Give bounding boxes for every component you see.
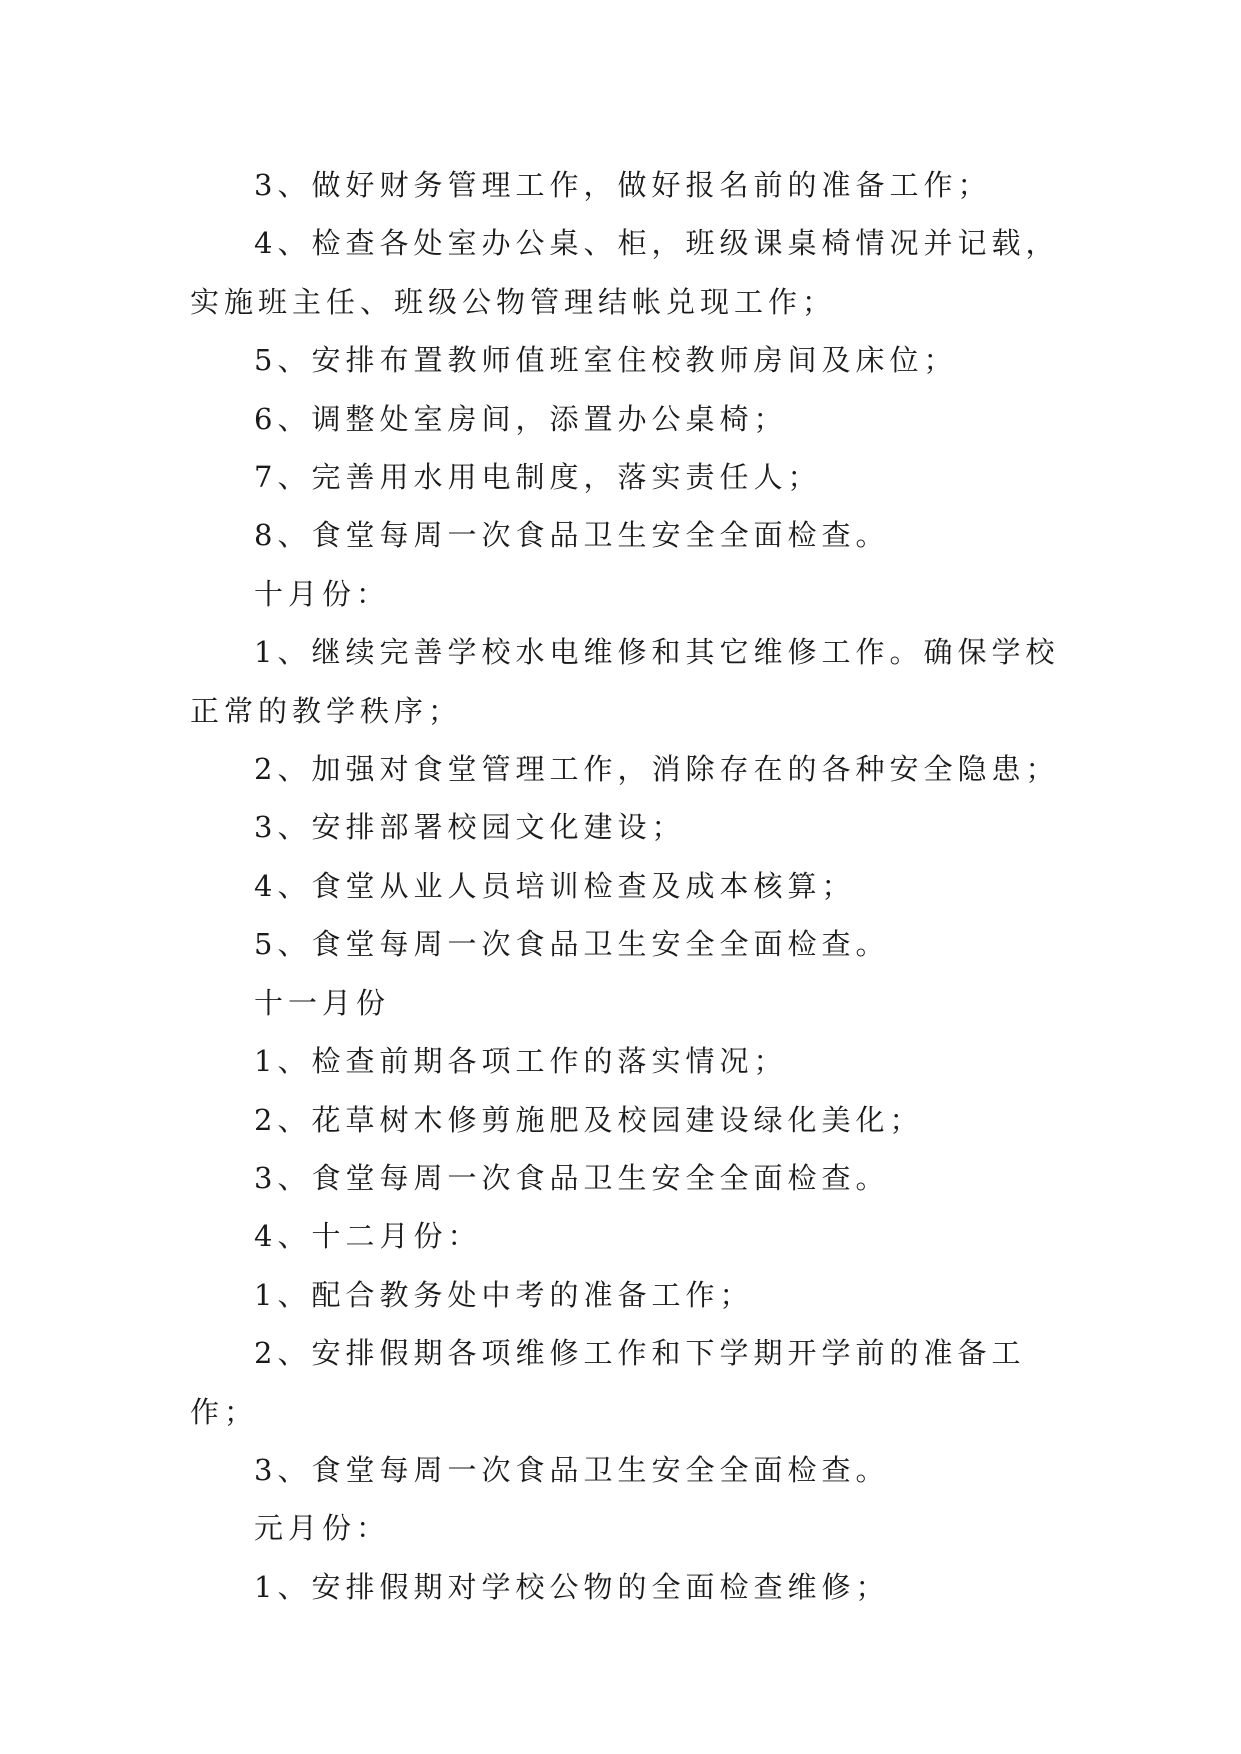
- paragraph: 3、食堂每周一次食品卫生安全全面检查。: [254, 1452, 890, 1487]
- paragraph: 4、食堂从业人员培训检查及成本核算；: [254, 868, 856, 903]
- section-heading-november: 十一月份: [254, 985, 391, 1020]
- paragraph: 4、检查各处室办公桌、柜，班级课桌椅情况并记载，实施班主任、班级公物管理结帐兑现工作；: [190, 226, 1060, 319]
- paragraph: 8、食堂每周一次食品卫生安全全面检查。: [254, 518, 890, 553]
- paragraph: 5、食堂每周一次食品卫生安全全面检查。: [254, 927, 890, 962]
- paragraph: 2、花草树木修剪施肥及校园建设绿化美化；: [254, 1102, 924, 1137]
- paragraph: 5、安排布置教师值班室住校教师房间及床位；: [254, 343, 958, 378]
- paragraph: 1、检查前期各项工作的落实情况；: [254, 1044, 788, 1079]
- paragraph: 1、配合教务处中考的准备工作；: [254, 1277, 754, 1312]
- paragraph: 7、完善用水用电制度，落实责任人；: [254, 460, 822, 495]
- paragraph: 6、调整处室房间，添置办公桌椅；: [254, 401, 788, 436]
- paragraph: 1、继续完善学校水电维修和其它维修工作。确保学校正常的教学秩序；: [190, 635, 1060, 728]
- paragraph: 1、安排假期对学校公物的全面检查维修；: [254, 1569, 890, 1604]
- paragraph: 2、加强对食堂管理工作，消除存在的各种安全隐患；: [254, 752, 1060, 787]
- paragraph: 3、安排部署校园文化建设；: [254, 810, 686, 845]
- paragraph: 2、安排假期各项维修工作和下学期开学前的准备工作；: [190, 1336, 1026, 1429]
- section-heading-january: 元月份：: [254, 1511, 391, 1546]
- paragraph: 3、食堂每周一次食品卫生安全全面检查。: [254, 1160, 890, 1195]
- document-body: [190, 156, 1070, 1616]
- paragraph: 3、做好财务管理工作，做好报名前的准备工作；: [254, 168, 992, 202]
- section-heading-december: 4、十二月份：: [254, 1219, 482, 1254]
- section-heading-october: 十月份：: [254, 576, 391, 611]
